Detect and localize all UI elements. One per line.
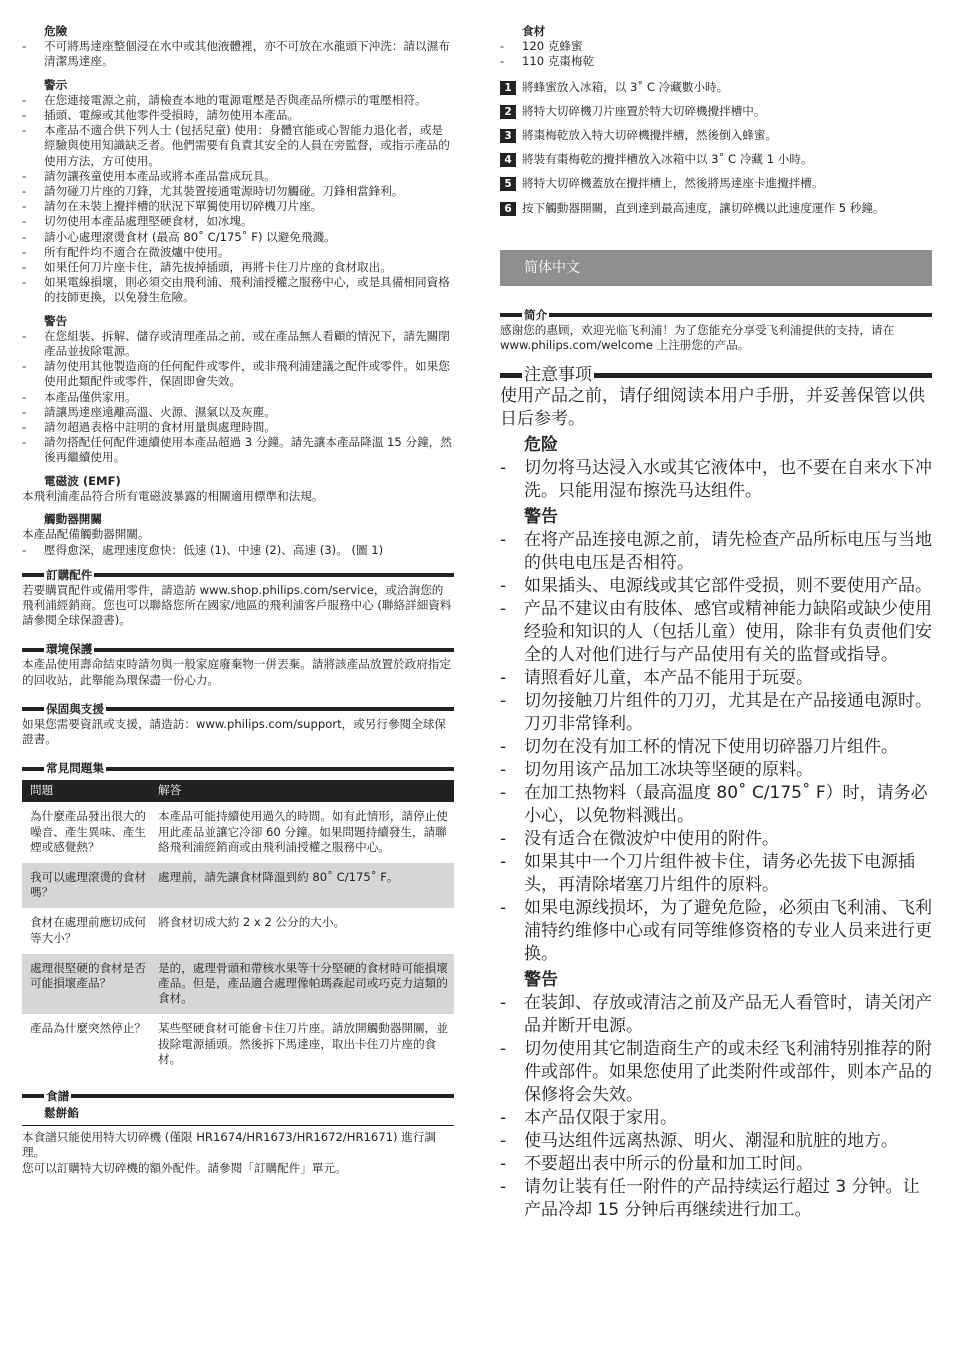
list-item: - 在将产品连接电源之前，请先检查产品所标电压与当地的供电电压是否相符。	[500, 529, 932, 575]
faq-answer: 本產品可能持續使用過久的時間。如有此情形，請停止使用此產品並讓它冷卻 60 分鐘。如果問題持續發生，請聯絡飛利浦經銷商或由飛利浦授權之服務中心。	[158, 809, 448, 854]
recipe-divider	[22, 1125, 454, 1126]
language-section-bar: 简体中文	[500, 250, 932, 286]
list-item: - 如果其中一个刀片组件被卡住，请务必先拔下电源插头，再清除堵塞刀片组件的原料。	[500, 851, 932, 897]
caution-list	[500, 992, 932, 1222]
recipe-text: 您可以訂購特大切碎機的額外配件。請參閱「訂購配件」單元。	[22, 1160, 347, 1175]
list-item: - 不可將馬達座整個浸在水中或其他液體裡，亦不可放在水龍頭下沖洗：請以濕布清潔馬達座。	[22, 39, 454, 69]
list-item: - 切勿用该产品加工冰块等坚硬的原料。	[500, 759, 932, 782]
step-item: 5 將特大切碎機蓋放在攪拌槽上，然後將馬達座卡進攪拌槽。	[500, 176, 932, 191]
faq-header-answer: 解答	[150, 780, 454, 802]
list-item: - 不要超出表中所示的份量和加工时间。	[500, 1153, 932, 1176]
faq-question: 產品為什麼突然停止？	[30, 1021, 146, 1036]
list-item: - 請勿碰刀片座的刀鋒，尤其裝置接通電源時切勿觸碰。刀鋒相當鋒利。	[22, 184, 454, 199]
support-heading: 保固與支援	[22, 702, 454, 717]
list-item: - 插頭、電線或其他零件受損時，請勿使用本產品。	[22, 108, 454, 123]
intro-heading: 简介	[500, 308, 932, 323]
faq-answer: 是的，處理骨頭和帶核水果等十分堅硬的食材時可能損壞產品。但是，產品適合處理像帕瑪森起司或巧克力這類的食材。	[150, 954, 454, 1015]
warning-list	[500, 529, 932, 966]
list-item: - 在装卸、存放或清洁之前及产品无人看管时，请关闭产品并断开电源。	[500, 992, 932, 1038]
trigger-list	[22, 543, 454, 558]
danger-heading: 危险	[524, 435, 558, 456]
environment-heading: 環境保護	[22, 642, 454, 657]
faq-heading: 常見問題集	[22, 761, 454, 776]
table-row	[22, 863, 454, 908]
list-item: - 请勿让装有任一附件的产品持续运行超过 3 分钟。让产品冷却 15 分钟后再继续进行加工。	[500, 1176, 932, 1222]
list-item: - 切勿在没有加工杯的情况下使用切碎器刀片组件。	[500, 736, 932, 759]
support-text: 如果您需要資訊或支援，請造訪：www.philips.com/support，或另行參閱全球保證書。	[22, 716, 446, 746]
list-item: - 請勿讓孩童使用本產品或將本產品當成玩具。	[22, 169, 454, 184]
step-item: 6 按下觸動器開關，直到達到最高速度，讓切碎機以此速度運作 5 秒鐘。	[500, 201, 932, 216]
step-item: 3 將棗梅乾放入特大切碎機攪拌槽，然後倒入蜂蜜。	[500, 128, 932, 143]
order-heading: 訂購配件	[22, 568, 454, 583]
step-number: 6	[500, 202, 516, 216]
list-item: - 110 克棗梅乾	[500, 54, 932, 69]
step-number: 1	[500, 81, 516, 95]
ingredients-heading: 食材	[522, 24, 546, 38]
list-item: - 本產品不適合供下列人士 (包括兒童) 使用：身體官能或心智能力退化者，或是經驗與使用知識缺乏者。他們需要有負責其安全的人員在旁監督，或指示產品的使用方法，方可使用。	[22, 123, 454, 169]
caution-list	[22, 329, 454, 466]
danger-heading: 危險	[44, 24, 68, 38]
recipe-heading: 食譜	[22, 1089, 454, 1104]
faq-answer: 將食材切成大約 2 x 2 公分的大小。	[158, 915, 346, 930]
list-item: - 请照看好儿童，本产品不能用于玩耍。	[500, 667, 932, 690]
list-item: - 如果電線損壞，則必須交由飛利浦、飛利浦授權之服務中心，或是具備相同資格的技師更換，以免發生危險。	[22, 275, 454, 305]
danger-list	[22, 39, 454, 69]
warning-list	[22, 93, 454, 306]
list-item: - 請小心處理滾燙食材 (最高 80˚ C/175˚ F) 以避免飛濺。	[22, 230, 454, 245]
step-number: 5	[500, 177, 516, 191]
faq-question: 處理很堅硬的食材是否可能損壞產品？	[22, 954, 150, 1015]
caution-heading: 警告	[44, 313, 68, 328]
notice-heading: 注意事项	[500, 365, 932, 385]
faq-question: 食材在處理前應切成何等大小？	[30, 915, 146, 945]
danger-list	[500, 457, 932, 503]
order-text: 若要購買配件或備用零件，請造訪 www.shop.philips.com/service，或洽詢您的飛利浦經銷商。您也可以聯絡您所在國家/地區的飛利浦客戶服務中心 (聯絡詳細資料請參閱全球保證書)。	[22, 582, 452, 628]
list-item: - 120 克蜂蜜	[500, 39, 932, 54]
faq-table	[22, 780, 454, 1075]
list-item: - 本产品仅限于家用。	[500, 1107, 932, 1130]
recipe-text: 本食譜只能使用特大切碎機 (僅限 HR1674/HR1673/HR1672/HR1671) 進行調理。	[22, 1130, 437, 1160]
step-item: 4 將裝有棗梅乾的攪拌槽放入冰箱中以 3˚ C 冷藏 1 小時。	[500, 152, 932, 167]
trigger-heading: 觸動器開關	[44, 512, 102, 527]
list-item: - 切勿接触刀片组件的刀刃，尤其是在产品接通电源时。刀刃非常锋利。	[500, 690, 932, 736]
list-item: - 如果插头、电源线或其它部件受损，则不要使用产品。	[500, 575, 932, 598]
faq-answer: 處理前，請先讓食材降溫到約 80˚ C/175˚ F。	[150, 863, 454, 908]
list-item: - 在您組裝、拆解、儲存或清理產品之前，或在產品無人看顧的情況下，請先關閉產品並拔除電源。	[22, 329, 454, 359]
warning-heading: 警示	[44, 77, 68, 92]
step-number: 4	[500, 153, 516, 167]
faq-question: 我可以處理滾燙的食材嗎？	[22, 863, 150, 908]
emf-heading: 電磁波 (EMF)	[44, 473, 121, 488]
table-row	[22, 1014, 454, 1075]
table-row	[22, 954, 454, 1015]
ingredients-list	[500, 39, 932, 69]
list-item: - 請勿使用其他製造商的任何配件或零件，或非飛利浦建議之配件或零件。如果您使用此類配件或零件，保固即會失效。	[22, 359, 454, 389]
environment-text: 本產品使用壽命結束時請勿與一般家庭廢棄物一併丟棄。請將該產品放置於政府指定的回收站，此舉能為環保盡一份心力。	[22, 657, 451, 687]
step-number: 2	[500, 105, 516, 119]
list-item: - 在加工热物料（最高温度 80˚ C/175˚ F）时，请务必小心，以免物料溅出。	[500, 782, 932, 828]
list-item: - 所有配件均不適合在微波爐中使用。	[22, 245, 454, 260]
caution-heading: 警告	[524, 970, 558, 991]
table-row	[22, 802, 454, 863]
faq-header-question: 問題	[22, 780, 150, 802]
table-row	[22, 908, 454, 953]
list-item: - 切勿使用本產品處理堅硬食材，如冰塊。	[22, 214, 454, 229]
list-item: - 壓得愈深，處理速度愈快：低速 (1)、中速 (2)、高速 (3)。 (圖 1)	[22, 543, 454, 558]
emf-text: 本飛利浦產品符合所有電磁波暴露的相關適用標準和法規。	[22, 488, 324, 503]
list-item: - 切勿使用其它制造商生产的或未经飞利浦特别推荐的附件或部件。如果您使用了此类附件或部件，则本产品的保修将会失效。	[500, 1038, 932, 1107]
list-item: - 在您連接電源之前，請檢查本地的電源電壓是否與產品所標示的電壓相符。	[22, 93, 454, 108]
right-column	[500, 24, 932, 1222]
trigger-text: 本產品配備觸動器開關。	[22, 527, 150, 542]
list-item: - 請讓馬達座遠離高溫、火源、濕氣以及灰塵。	[22, 405, 454, 420]
faq-answer: 某些堅硬食材可能會卡住刀片座。請放開觸動器開關，並拔除電源插頭。然後拆下馬達座，取出卡住刀片座的食材。	[158, 1021, 448, 1066]
faq-question: 為什麼產品發出很大的噪音、產生異味、產生煙或感覺熱？	[30, 809, 146, 854]
list-item: - 請勿搭配任何配件連續使用本產品超過 3 分鐘。請先讓本產品降溫 15 分鐘，然後再繼續使用。	[22, 435, 454, 465]
warning-heading: 警告	[524, 507, 558, 528]
list-item: - 使马达组件远离热源、明火、潮湿和肮脏的地方。	[500, 1130, 932, 1153]
recipe-name: 鬆餅餡	[44, 1105, 79, 1120]
notice-text: 使用产品之前，请仔细阅读本用户手册，并妥善保管以供日后参考。	[500, 386, 925, 430]
list-item: - 切勿将马达浸入水或其它液体中，也不要在自来水下冲洗。只能用湿布擦洗马达组件。	[500, 457, 932, 503]
step-number: 3	[500, 129, 516, 143]
list-item: - 如果任何刀片座卡住，請先拔掉插頭，再將卡住刀片座的食材取出。	[22, 260, 454, 275]
step-item: 1 將蜂蜜放入冰箱，以 3˚ C 冷藏數小時。	[500, 80, 932, 95]
list-item: - 請勿超過表格中註明的食材用量與處理時間。	[22, 420, 454, 435]
list-item: - 請勿在未裝上攪拌槽的狀況下單獨使用切碎機刀片座。	[22, 199, 454, 214]
list-item: - 本產品僅供家用。	[22, 390, 454, 405]
intro-text: 感谢您的惠顾，欢迎光临飞利浦！为了您能充分享受飞利浦提供的支持，请在 www.philips.com/welcome 上注册您的产品。	[500, 322, 895, 353]
list-item: - 产品不建议由有肢体、感官或精神能力缺陷或缺少使用经验和知识的人（包括儿童）使用，除非有负责他们安全的人对他们进行与产品使用有关的监督或指导。	[500, 598, 932, 667]
list-item: - 没有适合在微波炉中使用的附件。	[500, 828, 932, 851]
list-item: - 如果电源线损坏，为了避免危险，必须由飞利浦、飞利浦特约维修中心或有同等维修资格的专业人员来进行更换。	[500, 897, 932, 966]
left-column	[22, 24, 454, 1176]
step-item: 2 將特大切碎機刀片座置於特大切碎機攪拌槽中。	[500, 104, 932, 119]
recipe-steps	[500, 80, 932, 216]
